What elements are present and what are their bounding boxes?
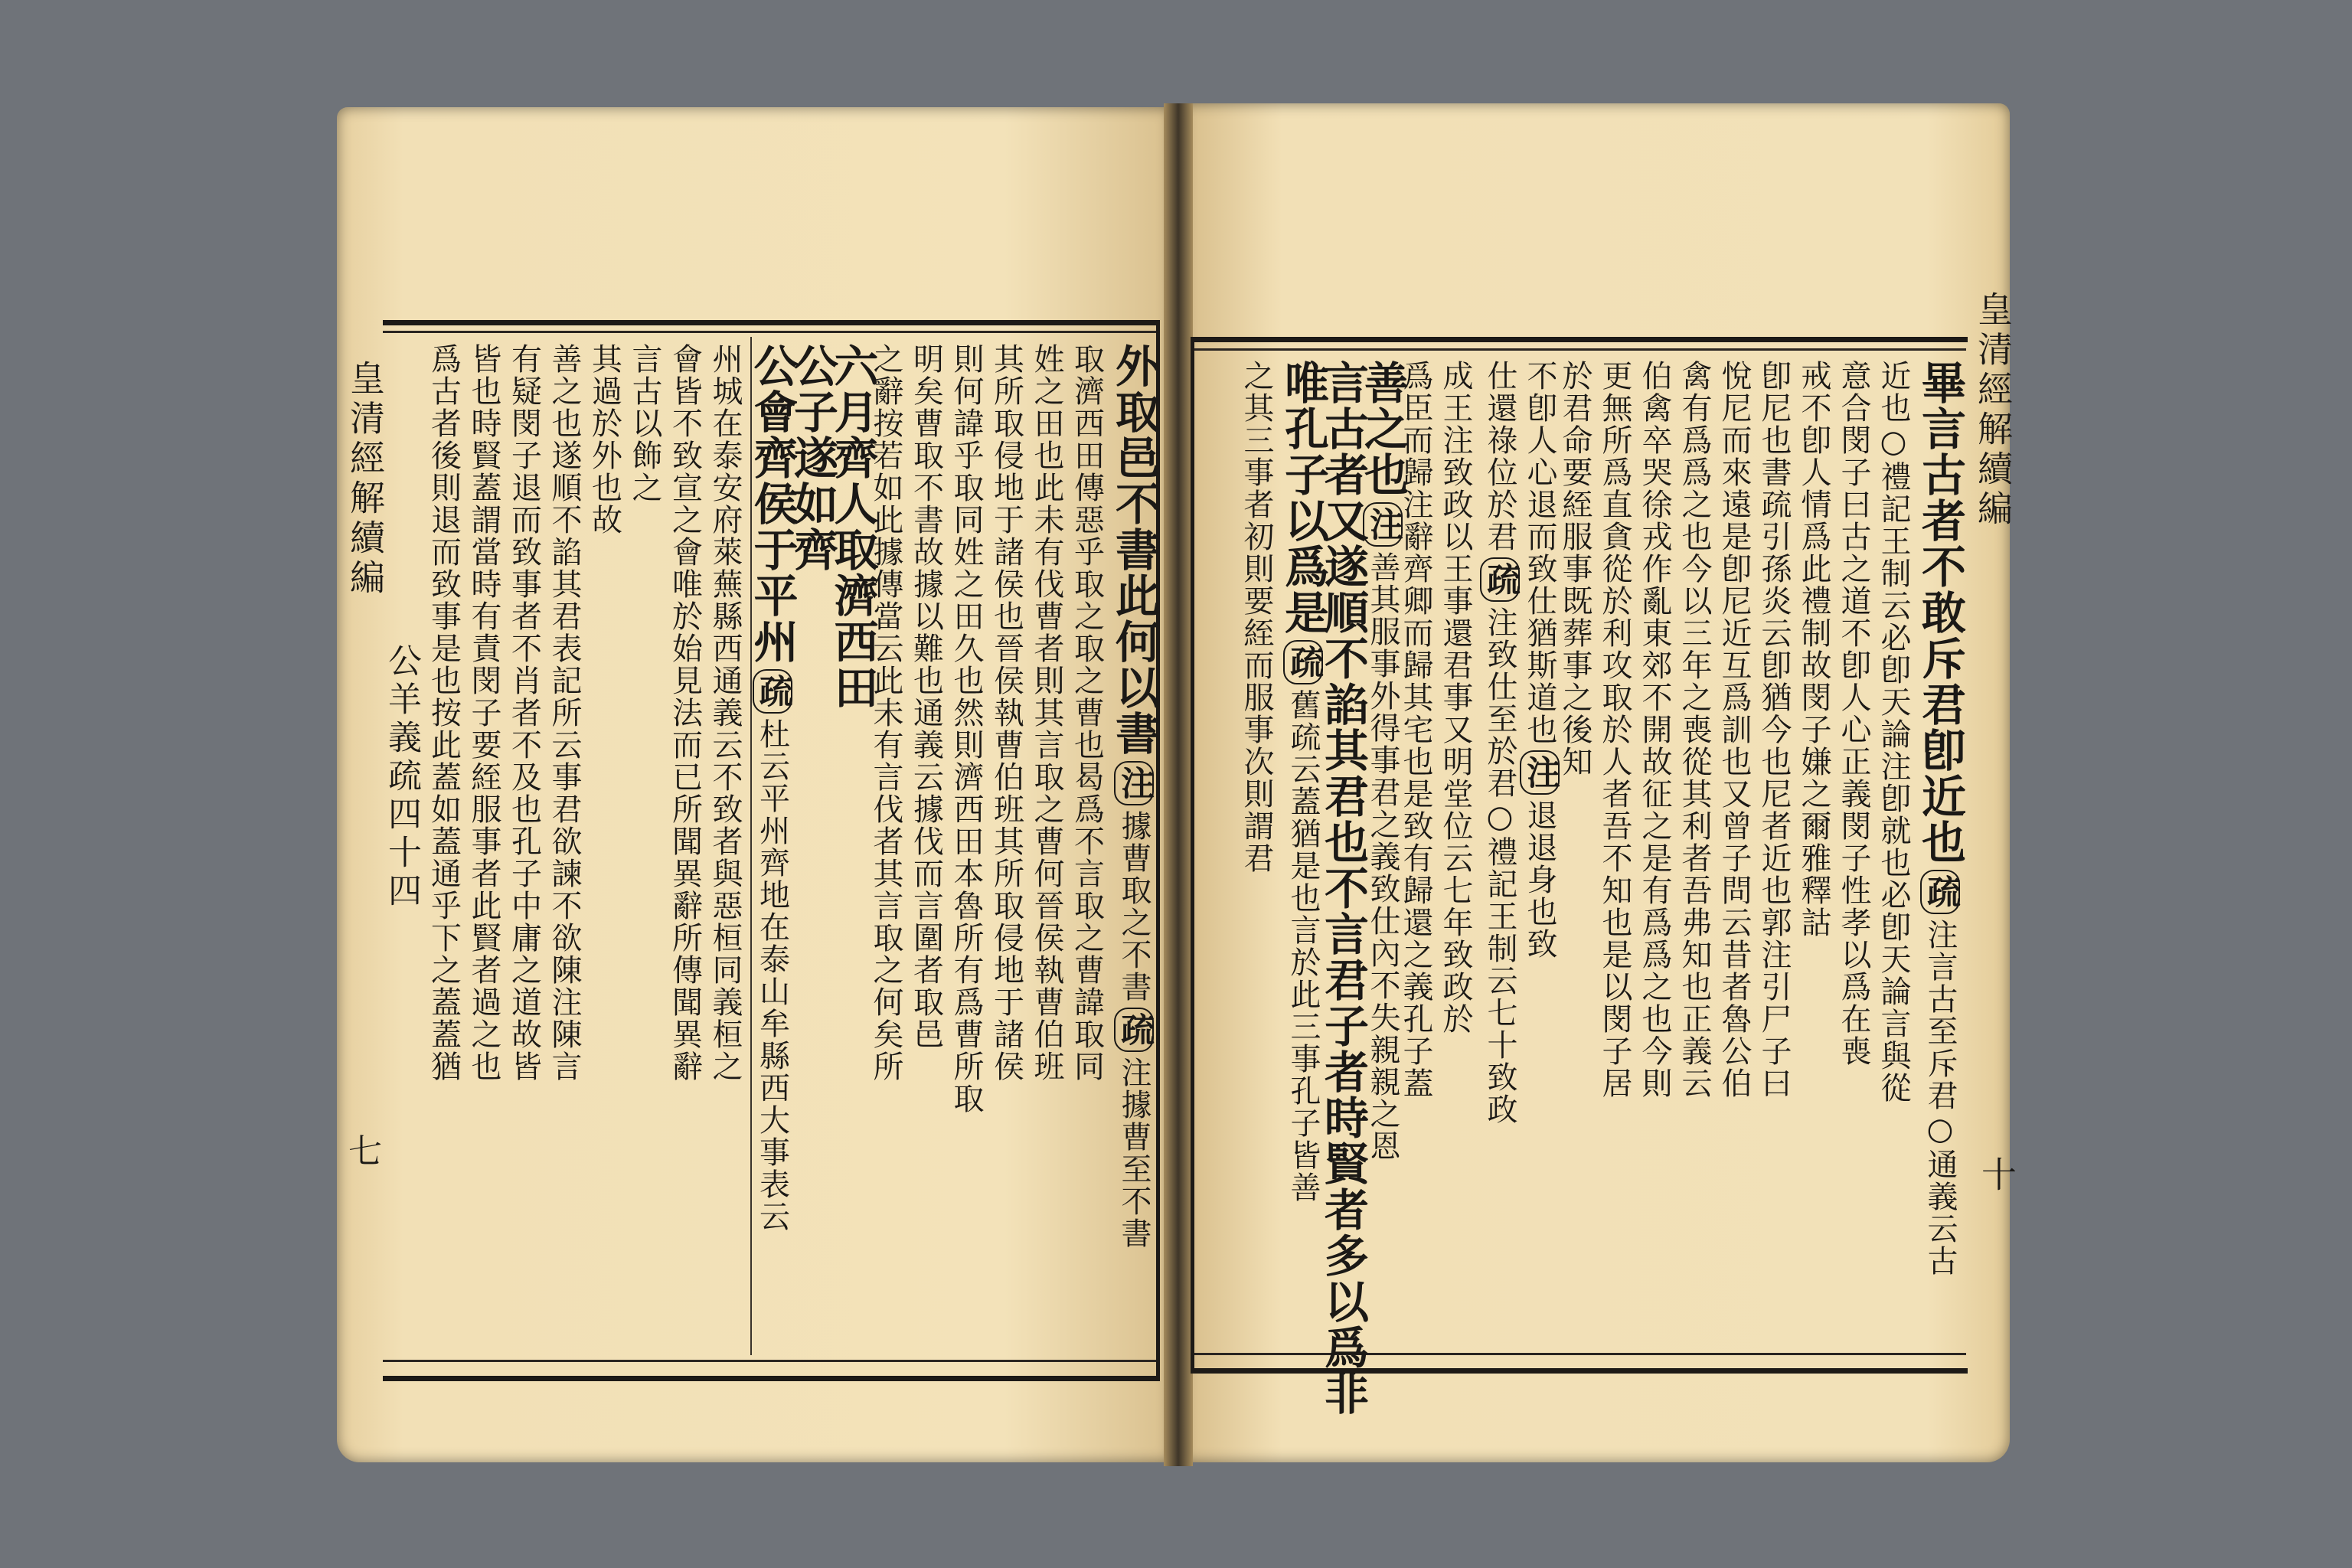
left-margin-title: 皇清經解續編	[345, 360, 386, 599]
commentary-marker: 注	[1520, 750, 1560, 795]
left-page-column-4	[988, 343, 1024, 1083]
left-top-inner-rule	[383, 331, 1156, 333]
right-page-column-7	[1679, 360, 1710, 1099]
commentary-marker: 疏	[753, 669, 792, 714]
right-page-column-5	[1756, 360, 1792, 1099]
column-text: 畢言古者不敢斥君卽近也	[1914, 360, 1966, 865]
left-bottom-inner-rule	[383, 1360, 1156, 1362]
right-page-number: 十	[1976, 1156, 2017, 1196]
right-bottom-inner-rule	[1194, 1353, 1966, 1355]
column-text: 會皆不致宣之會唯於始見法而已所聞異辭所傳聞異辭	[667, 343, 703, 1083]
column-text: 其所取侵地于諸侯也晉侯執曹伯班其所取侵地于諸侯	[988, 343, 1024, 1083]
right-page-column-8	[1639, 360, 1670, 1099]
column-text: 伯禽卒哭徐戎作亂東郊不開故征之是有爲爲之也今則	[1637, 360, 1672, 1099]
column-text: 仕還祿位於君	[1482, 360, 1517, 553]
left-page-column-18	[426, 343, 462, 1083]
right-page-column-2	[1878, 360, 1909, 1104]
column-text: 近也○禮記王制云必卽天論注卽就也必卽天論言與從	[1876, 360, 1911, 1104]
left-page-column-12	[667, 343, 703, 1083]
right-margin-title: 皇清經解續編	[1972, 291, 2014, 530]
column-text: 爲古者後則退而致事是也按此蓋如蓋通乎下之蓋蓋猶	[426, 343, 462, 1083]
right-page-column-18	[1241, 360, 1272, 874]
right-page-column-12	[1480, 360, 1520, 1125]
column-text-continued: 舊疏云蓋猶是也言於此三事孔子皆善	[1285, 689, 1321, 1204]
left-page-column-16	[506, 343, 542, 1083]
left-page-column-6	[908, 343, 944, 1050]
column-text: 爲臣而歸注辭齊卿而歸其宅也是致有歸還之義孔子蓋	[1398, 360, 1433, 1099]
commentary-marker: 注	[1114, 761, 1154, 805]
column-text: 外取邑不書此何以書	[1108, 343, 1160, 756]
commentary-marker: 注	[1363, 502, 1403, 547]
commentary-marker: 疏	[1114, 1008, 1154, 1052]
book-gutter	[1164, 103, 1193, 1466]
column-text-continued: 據曹取之不書	[1116, 810, 1152, 1003]
column-text-continued: 注言古至斥君○通義云古	[1922, 919, 1958, 1277]
column-text: 善之也	[1357, 360, 1409, 498]
left-page-column-14	[586, 343, 622, 536]
left-page-column-1	[1108, 343, 1160, 1250]
column-text: 善之也遂順不諂其君表記所云事君欲諫不欲陳注陳言	[547, 343, 582, 1083]
column-text: 之辭按若如此據傳當云此未有言伐者其言取之何矣所	[868, 343, 903, 1083]
right-page-column-1	[1914, 360, 1966, 1277]
column-text: 取濟西田傳惡乎取之取之曹也曷爲不言取之曹諱取同	[1069, 343, 1105, 1083]
column-text-continued: 注致仕至於君○禮記王制云七十致政	[1482, 606, 1517, 1125]
column-text: 更無所爲直貪從於利攻取於人者吾不知也是以閔子居	[1597, 360, 1632, 1099]
column-text: 禽有爲爲之也今以三年之喪從其利者吾弗知也正義云	[1677, 360, 1712, 1099]
left-page-column-15	[549, 343, 580, 1083]
right-page-column-10	[1557, 360, 1592, 778]
left-page-column-3	[1031, 343, 1062, 1083]
right-page-column-11	[1520, 360, 1560, 960]
right-page-column-6	[1717, 360, 1752, 1099]
right-page-column-17	[1277, 360, 1329, 1204]
column-text-continued: 退退身也致	[1522, 799, 1557, 960]
column-text: 皆也時賢蓋謂當時有責閔子要絰服事者此賢者過之也	[466, 343, 501, 1083]
column-text: 唯孔子以爲是	[1277, 360, 1329, 635]
left-page-column-2	[1069, 343, 1105, 1083]
column-text: 成王注致政以王事還君事又明堂位云七年致政於	[1438, 360, 1473, 1035]
column-text: 則何諱乎取同姓之田久也然則濟西田本魯所有爲曹所取	[949, 343, 984, 1115]
right-page-column-9	[1599, 360, 1630, 1099]
column-text: 悅尼而來遠是卽尼近互爲訓也又曾子問云昔者魯公伯	[1717, 360, 1752, 1099]
commentary-marker: 疏	[1920, 870, 1960, 914]
column-text: 於君命要絰服事既葬事之後知	[1557, 360, 1592, 778]
left-page-number: 七	[342, 1133, 381, 1171]
right-top-inner-rule	[1194, 348, 1966, 351]
column-text: 公子遂如齊	[786, 343, 838, 573]
column-text: 言古以飾之	[627, 343, 662, 504]
column-text: 姓之田也此未有伐曹者則其言取之曹何晉侯執曹伯班	[1029, 343, 1064, 1083]
column-text-continued: 注據曹至不書	[1116, 1057, 1152, 1250]
column-text: 之其三事者初則要絰而服事次則謂君	[1239, 360, 1274, 874]
column-text: 卽尼也書疏引孫炎云卽猶今也尼者近也郭注引尸子曰	[1756, 360, 1792, 1099]
left-page-column-11	[707, 343, 743, 1083]
column-text: 言古者又遂順不諂其君也不言君子者時賢者多以爲非	[1317, 360, 1369, 1416]
left-page-column-13	[629, 343, 660, 504]
column-text: 戒不卽人情爲此禮制故閔子嫌之爾雅釋詁	[1796, 360, 1831, 939]
commentary-marker: 疏	[1283, 640, 1323, 684]
left-page-column-5	[951, 343, 982, 1115]
column-text-continued: 善其服事外得事君之義致仕內不失親親之恩	[1365, 551, 1400, 1162]
commentary-marker: 疏	[1480, 557, 1520, 602]
right-page-column-3	[1838, 360, 1869, 1067]
column-text: 不卽人心退而致仕猶斯道也	[1522, 360, 1557, 746]
column-text: 意合閔子曰古之道不卽人心正義閔子性孝以爲在喪	[1836, 360, 1871, 1067]
left-page-column-10	[746, 343, 799, 1233]
column-text: 有疑閔子退而致事者不肖者不及也孔子中庸之道故皆	[506, 343, 542, 1083]
column-text: 明矣曹取不書故據以難也通義云據伐而言圍者取邑	[908, 343, 944, 1050]
column-text: 州城在泰安府萊蕪縣西通義云不致者與惡桓同義桓之	[707, 343, 743, 1083]
column-text: 公會齊侯于平州	[746, 343, 799, 665]
left-margin-section: 公羊義疏四十四	[382, 643, 421, 911]
right-page-column-13	[1440, 360, 1471, 1035]
right-page-column-4	[1798, 360, 1829, 939]
column-text: 其過於外也故	[586, 343, 622, 536]
column-text: 六月齊人取濟西田	[826, 343, 879, 710]
column-text-continued: 杜云平州齊地在泰山牟縣西大事表云	[754, 718, 790, 1233]
left-page-column-17	[466, 343, 501, 1083]
